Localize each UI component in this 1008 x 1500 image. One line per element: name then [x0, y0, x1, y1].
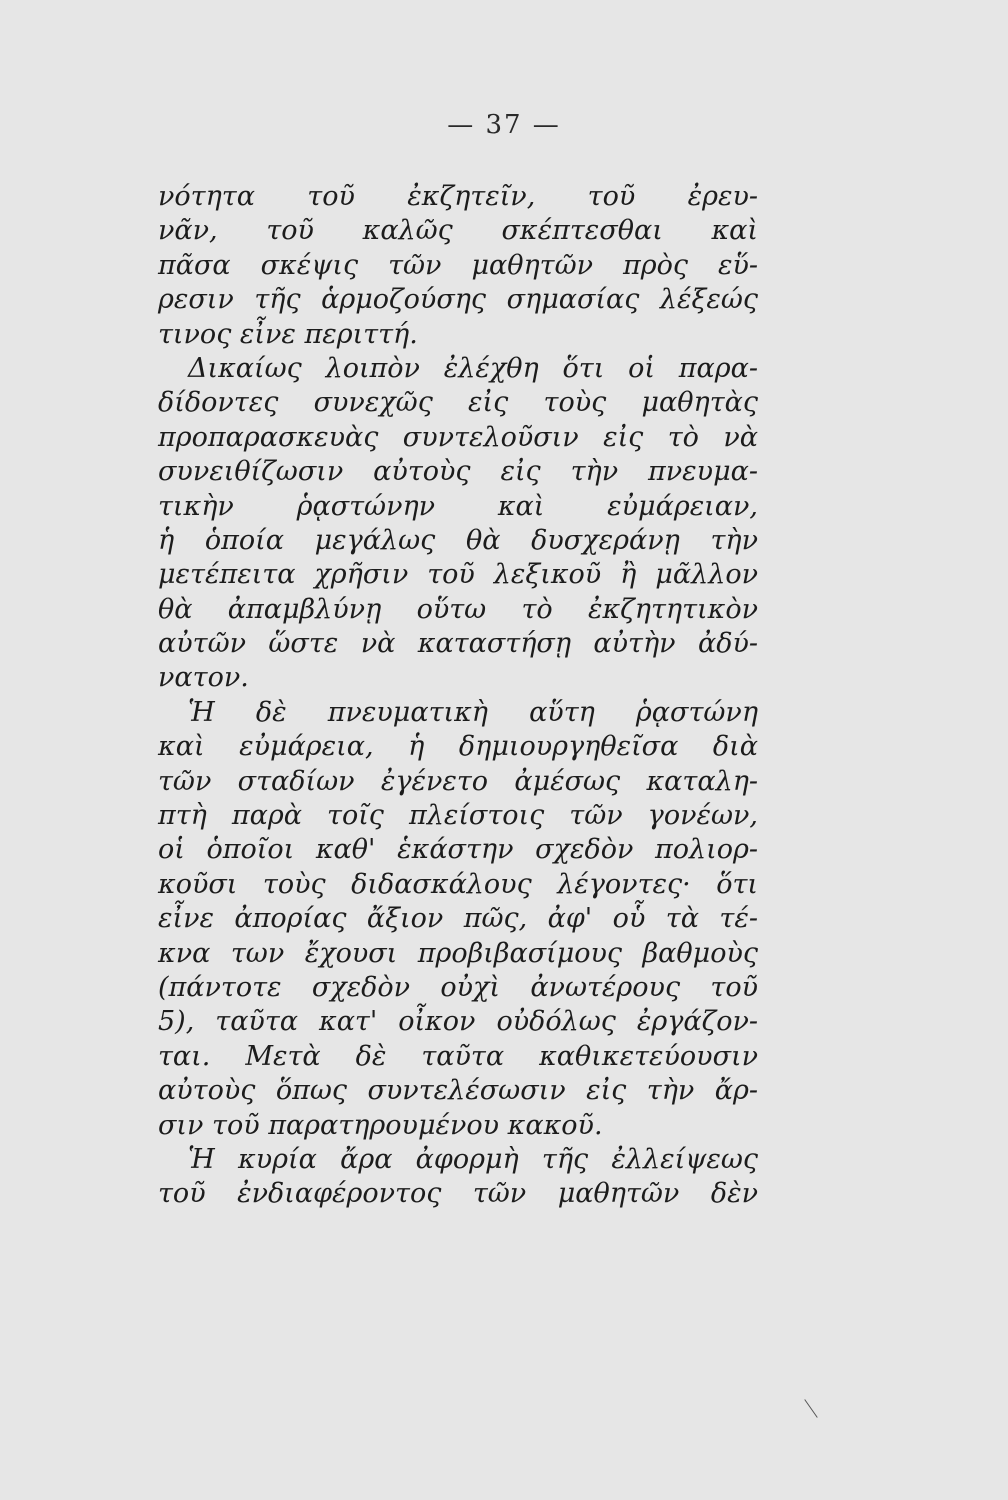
paper-mark: [804, 1399, 817, 1418]
text-line: εἶνε ἀπορίας ἄξιον πῶς, ἀφ' οὗ τὰ τέ-: [158, 903, 758, 935]
text-line: θὰ ἀπαμβλύνῃ οὕτω τὸ ἐκζητητικὸν: [158, 593, 758, 625]
text-line: Ἡ κυρία ἄρα ἀφορμὴ τῆς ἐλλείψεως: [188, 1143, 758, 1175]
text-line: πᾶσα σκέψις τῶν μαθητῶν πρὸς εὕ-: [158, 249, 758, 281]
text-line: δίδοντες συνεχῶς εἰς τοὺς μαθητὰς: [158, 387, 758, 419]
text-line: σιν τοῦ παρατηρουμένου κακοῦ.: [158, 1109, 603, 1141]
text-line: μετέπειτα χρῆσιν τοῦ λεξικοῦ ἢ μᾶλλον: [158, 559, 758, 591]
text-line: κοῦσι τοὺς διδασκάλους λέγοντες· ὅτι: [158, 868, 758, 900]
body-text: [158, 180, 758, 1212]
text-line: πτὴ παρὰ τοῖς πλείστοις τῶν γονέων,: [158, 800, 758, 832]
text-line: ἡ ὁποία μεγάλως θὰ δυσχεράνῃ τὴν: [158, 524, 758, 556]
text-line: προπαρασκευὰς συντελοῦσιν εἰς τὸ νὰ: [158, 421, 758, 453]
text-line: τινος εἶνε περιττή.: [158, 318, 418, 350]
text-line: Δικαίως λοιπὸν ἐλέχθη ὅτι οἱ παρα-: [188, 352, 758, 384]
text-line: συνειθίζωσιν αὐτοὺς εἰς τὴν πνευμα-: [158, 456, 758, 488]
text-line: 5), ταῦτα κατ' οἶκον οὐδόλως ἐργάζον-: [158, 1006, 758, 1038]
text-line: τικὴν ῥᾳστώνην καὶ εὐμάρειαν,: [158, 490, 758, 522]
text-line: (πάντοτε σχεδὸν οὐχὶ ἀνωτέρους τοῦ: [158, 971, 758, 1003]
text-line: Ἡ δὲ πνευματικὴ αὕτη ῥᾳστώνη: [188, 696, 758, 728]
text-line: νατον.: [158, 662, 249, 694]
text-line: οἱ ὁποῖοι καθ' ἑκάστην σχεδὸν πολιορ-: [158, 834, 758, 866]
text-line: τοῦ ἐνδιαφέροντος τῶν μαθητῶν δὲν: [158, 1178, 758, 1210]
text-line: ρεσιν τῆς ἁρμοζούσης σημασίας λέξεώς: [158, 284, 758, 316]
text-line: ται. Μετὰ δὲ ταῦτα καθικετεύουσιν: [158, 1040, 758, 1072]
text-line: νότητα τοῦ ἐκζητεῖν, τοῦ ἐρευ-: [158, 181, 758, 212]
text-line: καὶ εὐμάρεια, ἡ δημιουργηθεῖσα διὰ: [158, 731, 758, 763]
text-line: νᾶν, τοῦ καλῶς σκέπτεσθαι καὶ: [158, 215, 758, 247]
text-line: αὐτῶν ὥστε νὰ καταστήσῃ αὐτὴν ἀδύ-: [158, 628, 758, 660]
text-line: τῶν σταδίων ἐγένετο ἀμέσως καταλη-: [158, 765, 758, 797]
text-line: κνα των ἔχουσι προβιβασίμους βαθμοὺς: [158, 937, 758, 969]
text-line: αὐτοὺς ὅπως συντελέσωσιν εἰς τὴν ἄρ-: [158, 1075, 758, 1107]
page-number: — 37 —: [447, 110, 561, 140]
